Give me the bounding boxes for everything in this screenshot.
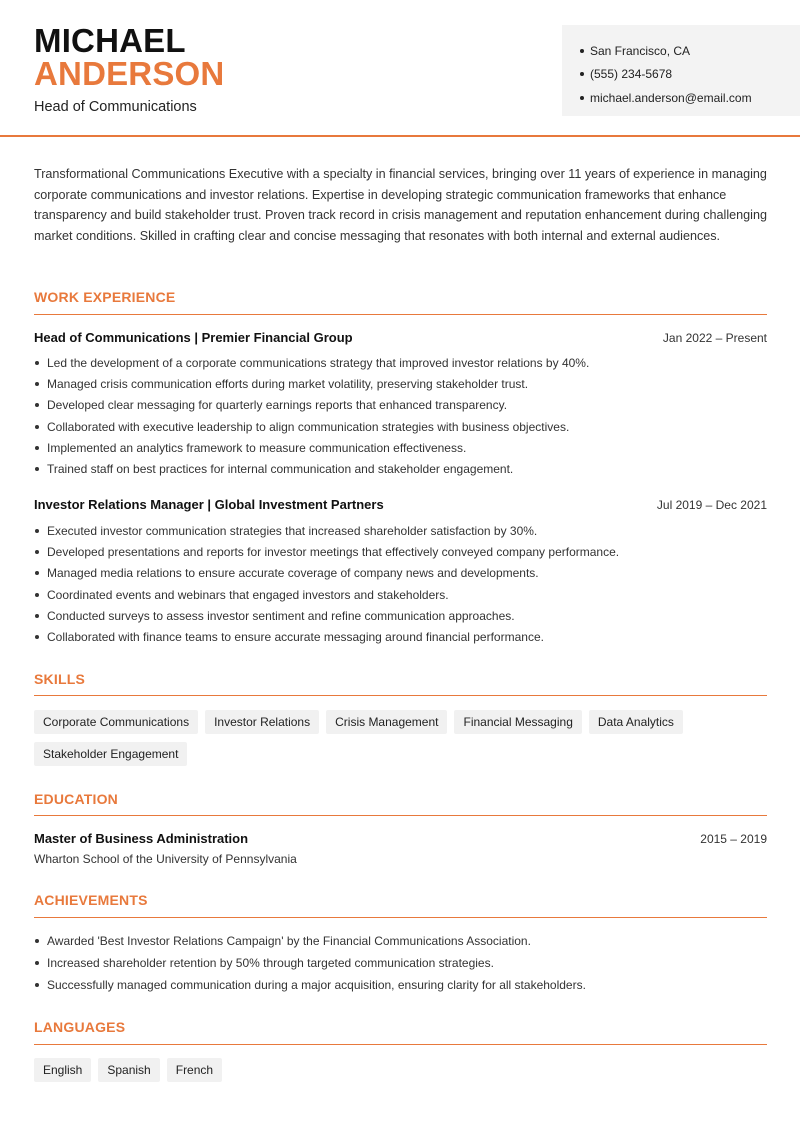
bullet-text: Collaborated with finance teams to ensure accurate messaging around financial performance. — [47, 630, 544, 645]
bullet-icon — [35, 961, 39, 965]
bullet-text: Managed media relations to ensure accurate coverage of company news and developments. — [47, 566, 539, 581]
bullet-text: Successfully managed communication during a major acquisition, ensuring clarity for all stakeholders. — [47, 978, 586, 992]
job-role: Head of Communications | Premier Financial Group — [34, 330, 353, 345]
bullet-icon — [35, 939, 39, 943]
contact-email — [580, 86, 800, 110]
list-item — [34, 416, 774, 437]
list-item — [34, 458, 774, 479]
bullet-text: Awarded 'Best Investor Relations Campaign' by the Financial Communications Association. — [47, 934, 531, 948]
list-item — [34, 541, 774, 562]
list-item — [34, 437, 774, 458]
bullet-text: Developed clear messaging for quarterly earnings reports that enhanced transparency. — [47, 398, 508, 413]
section-title-achievements: ACHIEVEMENTS — [34, 892, 148, 908]
bullet-text: Increased shareholder retention by 50% through targeted communication strategies. — [47, 956, 494, 970]
contact-email-text: michael.anderson@email.com — [590, 90, 752, 105]
section-divider — [34, 1044, 767, 1045]
bullet-text: Trained staff on best practices for internal communication and stakeholder engagement. — [47, 462, 514, 477]
bullet-icon — [35, 983, 39, 987]
bullet-icon — [35, 529, 39, 533]
contact-location-text: San Francisco, CA — [590, 43, 691, 58]
list-item — [34, 395, 774, 416]
bullet-icon — [580, 49, 584, 53]
skill-chip: Financial Messaging — [454, 710, 581, 734]
contact-phone-text: (555) 234-5678 — [590, 67, 673, 82]
bullet-icon — [35, 467, 39, 471]
bullet-icon — [35, 446, 39, 450]
bullet-text: Developed presentations and reports for investor meetings that effectively conveyed company performance. — [47, 544, 620, 559]
bullet-icon — [35, 614, 39, 618]
section-title-skills: SKILLS — [34, 671, 85, 687]
bullet-icon — [35, 635, 39, 639]
job-bullets — [34, 520, 774, 648]
contact-box — [562, 25, 800, 116]
resume-header — [0, 0, 800, 137]
list-item — [34, 930, 774, 952]
list-item — [34, 520, 774, 541]
bullet-icon — [580, 72, 584, 76]
list-item — [34, 605, 774, 626]
bullet-text: Conducted surveys to assess investor sentiment and refine communication approaches. — [47, 608, 515, 623]
bullet-icon — [35, 361, 39, 365]
bullet-text: Coordinated events and webinars that engaged investors and stakeholders. — [47, 587, 449, 602]
job-dates: Jul 2019 – Dec 2021 — [656, 498, 767, 512]
skill-chip: Corporate Communications — [34, 710, 198, 734]
job-bullets — [34, 352, 774, 480]
bullet-text: Implemented an analytics framework to measure communication effectiveness. — [47, 440, 467, 455]
first-name: MICHAEL — [34, 22, 186, 59]
bullet-icon — [35, 593, 39, 597]
bullet-icon — [35, 382, 39, 386]
degree: Master of Business Administration — [34, 831, 249, 846]
section-divider — [34, 917, 767, 918]
education-dates: 2015 – 2019 — [700, 832, 767, 846]
language-chip: French — [167, 1058, 222, 1082]
section-divider — [34, 815, 767, 816]
bullet-text: Led the development of a corporate communications strategy that improved investor relations by 40%. — [47, 355, 590, 370]
bullet-text: Executed investor communication strategies that increased shareholder satisfaction by 30%. — [47, 523, 538, 538]
bullet-icon — [35, 403, 39, 407]
list-item — [34, 952, 774, 974]
job-role: Investor Relations Manager | Global Investment Partners — [34, 497, 384, 512]
language-chip: English — [34, 1058, 91, 1082]
last-name: ANDERSON — [34, 55, 225, 92]
bullet-icon — [35, 425, 39, 429]
bullet-icon — [580, 96, 584, 100]
job-header — [34, 330, 767, 345]
skills-list — [34, 710, 774, 766]
bullet-text: Collaborated with executive leadership to align communication strategies with business objectives. — [47, 419, 570, 434]
contact-phone — [580, 63, 800, 87]
bullet-icon — [35, 550, 39, 554]
list-item — [34, 974, 774, 996]
section-divider — [34, 314, 767, 315]
languages-list — [34, 1058, 774, 1082]
bullet-icon — [35, 571, 39, 575]
section-title-work: WORK EXPERIENCE — [34, 289, 176, 305]
job-header — [34, 497, 767, 512]
section-divider — [34, 695, 767, 696]
language-chip: Spanish — [98, 1058, 159, 1082]
school: Wharton School of the University of Pennsylvania — [34, 852, 297, 866]
list-item — [34, 584, 774, 605]
headline-title: Head of Communications — [34, 99, 197, 115]
education-header — [34, 831, 767, 846]
section-title-education: EDUCATION — [34, 791, 118, 807]
contact-location — [580, 39, 800, 63]
list-item — [34, 352, 774, 373]
skill-chip: Stakeholder Engagement — [34, 742, 187, 766]
job-dates: Jan 2022 – Present — [662, 331, 767, 345]
list-item — [34, 626, 774, 647]
achievements-list — [34, 930, 774, 996]
section-title-languages: LANGUAGES — [34, 1019, 126, 1035]
professional-summary: Transformational Communications Executive with a specialty in financial services, bringing over 11 years of experience in managing corporate communications and investor relations. Expertise in developing strategic communication frameworks that enhance transparency and build stakeholder trust. Proven track record in crisis management and reputation enhancement during challenging market conditions. Skilled in crafting clear and concise messaging that resonates with both internal and external audiences. — [34, 167, 767, 243]
skill-chip: Crisis Management — [326, 710, 447, 734]
skill-chip: Investor Relations — [205, 710, 319, 734]
skill-chip: Data Analytics — [589, 710, 683, 734]
list-item — [34, 373, 774, 394]
bullet-text: Managed crisis communication efforts during market volatility, preserving stakeholder trust. — [47, 376, 529, 391]
list-item — [34, 563, 774, 584]
